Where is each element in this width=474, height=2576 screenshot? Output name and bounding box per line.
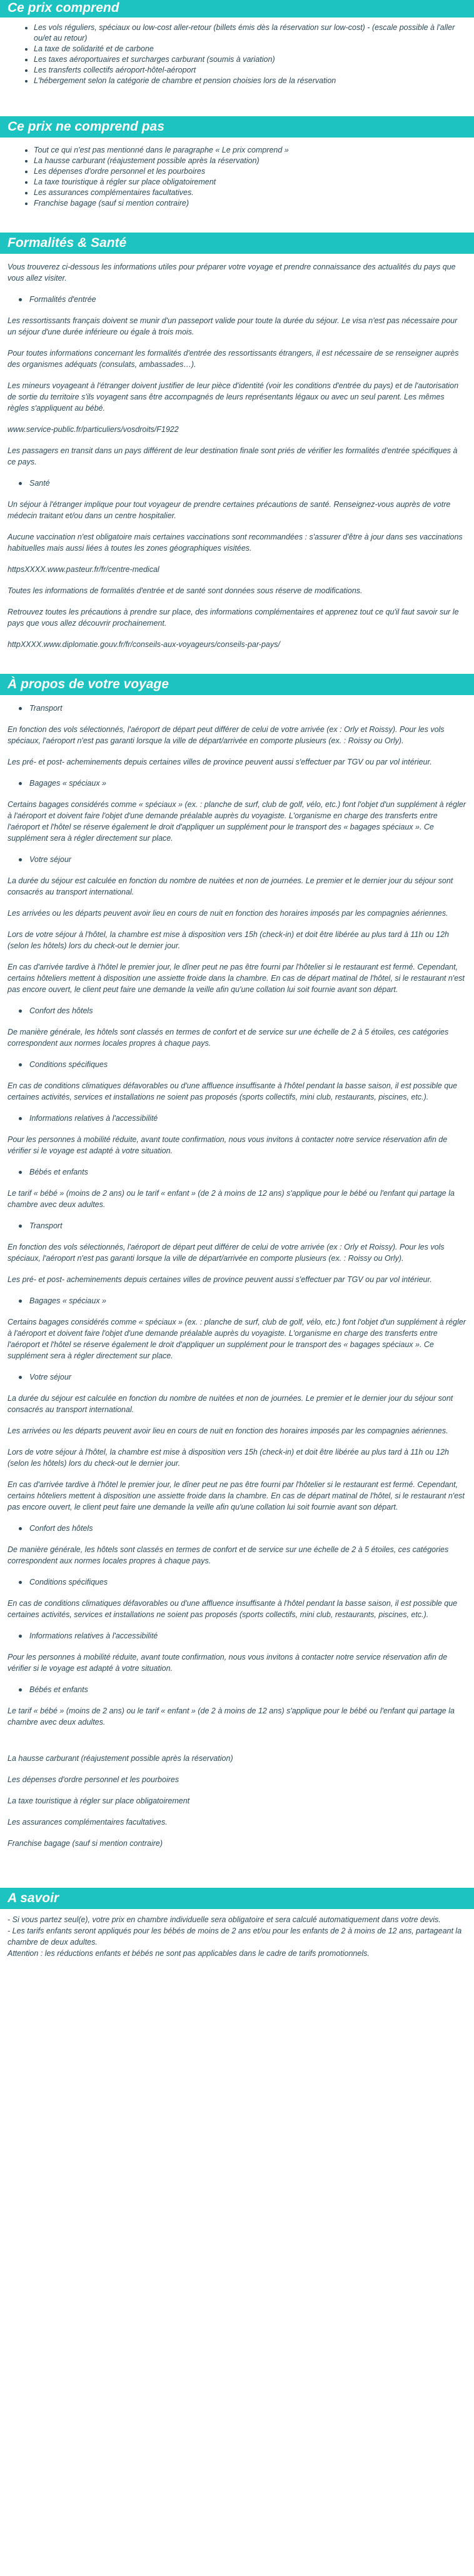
subheading xyxy=(8,1005,466,1016)
subheading-label: Transport xyxy=(29,704,63,713)
paragraph: Lors de votre séjour à l'hôtel, la chambre est mise à disposition vers 15h (check-in) et doit être libérée au plus tard à 11h ou 12h (selon les hôtels) lors du check-out le dernier jour. xyxy=(8,1448,450,1468)
subheading xyxy=(8,1523,466,1534)
list-item: • Franchise bagage (sauf si mention contraire) xyxy=(34,198,466,209)
bullet-icon xyxy=(19,1300,22,1303)
info-line: Attention : les réductions enfants et bébés ne sont pas applicables dans le cadre de tarifs promotionnels. xyxy=(8,1949,370,1958)
paragraph: Le tarif « bébé » (moins de 2 ans) ou le tarif « enfant » (de 2 à moins de 12 ans) s'applique pour le bébé ou l'enfant qui partage la chambre avec deux adultes. xyxy=(8,1189,455,1209)
paragraph: Les mineurs voyageant à l'étranger doivent justifier de leur pièce d'identité (voir les conditions d'entrée du pays) et de l'autorisation de sortie du territoire s'ils voyagent sans être accompagnés de leurs représentants légaux ou avec un seul parent. Les mêmes règles s'appliquent au bébé. xyxy=(8,381,459,413)
paragraph: En cas d'arrivée tardive à l'hôtel le premier jour, le dîner peut ne pas être fourni par l'hôtelier si le restaurant est fermé. Cependant, certains hôteliers mettent à disposition une assiette froide dans la chambre. En cas de départ matinal de l'hôtel, si le restaurant n'est pas encore ouvert, le client peut faire une demande la veille afin qu'une collation lui soit fournie avant son départ. xyxy=(8,963,465,994)
list-item: • L'hébergement selon la catégorie de chambre et pension choisies lors de la réservation xyxy=(34,76,466,86)
paragraph: Pour toutes informations concernant les formalités d'entrée des ressortissants étrangers, il est nécessaire de se renseigner auprès des organismes adéquats (consulats, ambassades…). xyxy=(8,349,459,369)
paragraph: En cas d'arrivée tardive à l'hôtel le premier jour, le dîner peut ne pas être fourni par l'hôtelier si le restaurant est fermé. Cependant, certains hôteliers mettent à disposition une assiette froide dans la chambre. En cas de départ matinal de l'hôtel, si le restaurant n'est pas encore ouvert, le client peut faire une demande la veille afin qu'une collation lui soit fournie avant son départ. xyxy=(8,1480,465,1511)
subheading xyxy=(8,1684,466,1695)
section-prix-ne-comprend-pas xyxy=(0,116,474,213)
paragraph: httpXXXX.www.diplomatie.gouv.fr/fr/conseils-aux-voyageurs/conseils-par-pays/ xyxy=(8,640,280,649)
list-item: • La taxe touristique à régler sur place obligatoirement xyxy=(34,177,466,188)
subheading xyxy=(8,854,466,865)
section-title: Formalités & Santé xyxy=(0,233,474,254)
paragraph: Les assurances complémentaires facultatives. xyxy=(8,1818,168,1827)
paragraph: Les arrivées ou les départs peuvent avoir lieu en cours de nuit en fonction des horaires imposés par les compagnies aériennes. xyxy=(8,909,448,918)
section-title: A savoir xyxy=(0,1888,474,1909)
list-item: • Tout ce qui n'est pas mentionné dans le paragraphe « Le prix comprend » xyxy=(34,145,466,156)
bullet-icon xyxy=(19,1688,22,1691)
bullet-icon xyxy=(19,1376,22,1379)
paragraph: En cas de conditions climatiques défavorables ou d'une affluence insuffisante à l'hôtel pendant la basse saison, il est possible que certaines activités, services et installations ne soient pas proposés (sports collectifs, mini club, restaurants, piscines, etc.). xyxy=(8,1081,458,1101)
paragraph: Pour les personnes à mobilité réduite, avant toute confirmation, nous vous invitons à contacter notre service réservation afin de vérifier si le voyage est adapté à votre situation. xyxy=(8,1135,448,1155)
included-list xyxy=(8,23,466,86)
subheading-label: Conditions spécifiques xyxy=(29,1578,108,1586)
paragraph: La durée du séjour est calculée en fonction du nombre de nuitées et non de journées. Le premier et le dernier jour du séjour sont consacrés au transport international. xyxy=(8,876,453,896)
paragraph: Les ressortissants français doivent se munir d'un passeport valide pour toute la durée du séjour. Le visa n'est pas nécessaire pour un séjour d'une durée inférieure ou égale à trois mois. xyxy=(8,316,458,336)
paragraph: Vous trouverez ci-dessous les informations utiles pour préparer votre voyage et prendre connaissance des actualités du pays que vous allez visiter. xyxy=(8,263,456,283)
paragraph: Les dépenses d'ordre personnel et les pourboires xyxy=(8,1775,179,1784)
info-line: - Les tarifs enfants seront appliqués pour les bébés de moins de 2 ans et/ou pour les enfants de 2 à moins de 12 ans, partageant la chambre de deux adultes. xyxy=(8,1927,462,1947)
paragraph: Retrouvez toutes les précautions à prendre sur place, des informations complémentaires et apprenez tout ce qu'il faut savoir sur le pays que vous allez découvrir prochainement. xyxy=(8,608,459,628)
excluded-list xyxy=(8,145,466,209)
paragraph: Un séjour à l'étranger implique pour tout voyageur de prendre certaines précautions de santé. Renseignez-vous auprès de votre médecin traitant et/ou dans un centre hospitalier. xyxy=(8,500,451,520)
paragraph: Lors de votre séjour à l'hôtel, la chambre est mise à disposition vers 15h (check-in) et doit être libérée au plus tard à 11h ou 12h (selon les hôtels) lors du check-out le dernier jour. xyxy=(8,930,450,950)
paragraph: httpsXXXX.www.pasteur.fr/fr/centre-medical xyxy=(8,565,159,574)
paragraph: Les arrivées ou les départs peuvent avoir lieu en cours de nuit en fonction des horaires imposés par les compagnies aériennes. xyxy=(8,1426,448,1435)
paragraph: De manière générale, les hôtels sont classés en termes de confort et de service sur une échelle de 2 à 5 étoiles, ces catégories correspondent aux normes locales propres à chaque pays. xyxy=(8,1545,449,1565)
section-title: À propos de votre voyage xyxy=(0,674,474,695)
paragraph: Le tarif « bébé » (moins de 2 ans) ou le tarif « enfant » (de 2 à moins de 12 ans) s'applique pour le bébé ou l'enfant qui partage la chambre avec deux adultes. xyxy=(8,1706,455,1727)
bullet-icon xyxy=(19,1171,22,1174)
subheading-label: Formalités d'entrée xyxy=(29,295,96,304)
section-prix-comprend xyxy=(0,0,474,91)
bullet-icon xyxy=(19,858,22,861)
subheading xyxy=(8,1630,466,1641)
bullet-icon xyxy=(19,482,22,485)
paragraph: Les pré- et post- acheminements depuis certaines villes de province peuvent aussi s'effectuer par TGV ou par vol intérieur. xyxy=(8,758,432,766)
subheading-label: Confort des hôtels xyxy=(29,1524,93,1533)
subheading xyxy=(8,1295,466,1306)
list-item: • Les taxes aéroportuaires et surcharges carburant (soumis à variation) xyxy=(34,54,466,65)
paragraph: En cas de conditions climatiques défavorables ou d'une affluence insuffisante à l'hôtel pendant la basse saison, il est possible que certaines activités, services et installations ne soient pas proposés (sports collectifs, mini club, restaurants, piscines, etc.). xyxy=(8,1599,458,1619)
paragraph: Les pré- et post- acheminements depuis certaines villes de province peuvent aussi s'effectuer par TGV ou par vol intérieur. xyxy=(8,1275,432,1284)
subheading xyxy=(8,1576,466,1588)
bullet-icon xyxy=(19,298,22,301)
subheading xyxy=(8,1059,466,1070)
paragraph: Certains bagages considérés comme « spéciaux » (ex. : planche de surf, club de golf, vélo, etc.) font l'objet d'un supplément à régler à l'aéroport et doivent faire l'objet d'une demande préalable auprès du voyagiste. L'organisme en charge des transferts entre l'aéroport et l'hôtel se réserve également le droit d'appliquer un supplément pour le transport des « bagages spéciaux ». Ce supplément sera à régler directement sur place. xyxy=(8,1318,466,1360)
list-item: • Les dépenses d'ordre personnel et les pourboires xyxy=(34,166,466,177)
paragraph: Certains bagages considérés comme « spéciaux » (ex. : planche de surf, club de golf, vélo, etc.) font l'objet d'un supplément à régler à l'aéroport et doivent faire l'objet d'une demande préalable auprès du voyagiste. L'organisme en charge des transferts entre l'aéroport et l'hôtel se réserve également le droit d'appliquer un supplément pour le transport des « bagages spéciaux ». Ce supplément sera à régler directement sur place. xyxy=(8,800,466,843)
paragraph: Les passagers en transit dans un pays différent de leur destination finale sont priés de vérifier les formalités d'entrée spécifiques à ce pays. xyxy=(8,446,458,466)
subheading-label: Bébés et enfants xyxy=(29,1685,88,1694)
formalites-content xyxy=(0,254,474,664)
paragraph: En fonction des vols sélectionnés, l'aéroport de départ peut différer de celui de votre arrivée (ex : Orly et Roissy). Pour les vols spéciaux, l'aéroport n'est pas garanti lorsque la ville de départ/arrivée en comporte plusieurs (ex. : Roissy ou Orly). xyxy=(8,1243,445,1263)
subheading xyxy=(8,1166,466,1178)
info-line: - Si vous partez seul(e), votre prix en chambre individuelle sera obligatoire et sera calculé automatiquement dans votre devis. xyxy=(8,1915,441,1924)
subheading xyxy=(8,1220,466,1231)
subheading-label: Votre séjour xyxy=(29,1373,71,1381)
paragraph: La taxe touristique à régler sur place obligatoirement xyxy=(8,1797,190,1805)
bullet-icon xyxy=(19,782,22,785)
subheading-label: Confort des hôtels xyxy=(29,1006,93,1015)
paragraph: Franchise bagage (sauf si mention contraire) xyxy=(8,1839,163,1848)
subheading-label: Bagages « spéciaux » xyxy=(29,779,107,788)
section-formalites-sante xyxy=(0,233,474,664)
paragraph: La hausse carburant (réajustement possible après la réservation) xyxy=(8,1754,233,1763)
asavoir-content xyxy=(0,1909,474,1963)
paragraph: Toutes les informations de formalités d'entrée et de santé sont données sous réserve de modifications. xyxy=(8,586,363,595)
bullet-icon xyxy=(19,1225,22,1228)
bullet-icon xyxy=(19,1527,22,1530)
subheading xyxy=(8,778,466,789)
subheading xyxy=(8,703,466,714)
subheading-label: Transport xyxy=(29,1221,63,1230)
subheading-label: Santé xyxy=(29,479,50,488)
subheading-label: Bagages « spéciaux » xyxy=(29,1296,107,1305)
subheading xyxy=(8,1113,466,1124)
paragraph: En fonction des vols sélectionnés, l'aéroport de départ peut différer de celui de votre arrivée (ex : Orly et Roissy). Pour les vols spéciaux, l'aéroport n'est pas garanti lorsque la ville de départ/arrivée en comporte plusieurs (ex. : Roissy ou Orly). xyxy=(8,725,445,745)
bullet-icon xyxy=(19,1063,22,1066)
section-title: Ce prix ne comprend pas xyxy=(0,116,474,138)
section-title: Ce prix comprend xyxy=(0,0,474,18)
list-item: • La hausse carburant (réajustement possible après la réservation) xyxy=(34,156,466,166)
paragraph: Pour les personnes à mobilité réduite, avant toute confirmation, nous vous invitons à contacter notre service réservation afin de vérifier si le voyage est adapté à votre situation. xyxy=(8,1653,448,1673)
apropos-content xyxy=(0,695,474,1863)
subheading xyxy=(8,294,466,305)
paragraph: La durée du séjour est calculée en fonction du nombre de nuitées et non de journées. Le premier et le dernier jour du séjour sont consacrés au transport international. xyxy=(8,1394,453,1414)
section-a-propos xyxy=(0,674,474,1863)
bullet-icon xyxy=(19,1010,22,1013)
list-item: • Les transferts collectifs aéroport-hôtel-aéroport xyxy=(34,65,466,76)
paragraph: De manière générale, les hôtels sont classés en termes de confort et de service sur une échelle de 2 à 5 étoiles, ces catégories correspondent aux normes locales propres à chaque pays. xyxy=(8,1028,449,1048)
subheading xyxy=(8,478,466,489)
bullet-icon xyxy=(19,1635,22,1638)
subheading-label: Informations relatives à l'accessibilité xyxy=(29,1631,158,1640)
list-item: • Les vols réguliers, spéciaux ou low-cost aller-retour (billets émis dès la réservation sur low-cost) - (escale possible à l'aller ou/et au retour) xyxy=(34,23,466,44)
bullet-icon xyxy=(19,707,22,710)
subheading-label: Conditions spécifiques xyxy=(29,1060,108,1069)
bullet-icon xyxy=(19,1581,22,1584)
bullet-icon xyxy=(19,1117,22,1120)
section-a-savoir xyxy=(0,1888,474,1963)
list-item: • Les assurances complémentaires facultatives. xyxy=(34,188,466,198)
subheading xyxy=(8,1371,466,1383)
subheading-label: Informations relatives à l'accessibilité xyxy=(29,1114,158,1123)
subheading-label: Votre séjour xyxy=(29,855,71,864)
paragraph: www.service-public.fr/particuliers/vosdroits/F1922 xyxy=(8,425,179,434)
paragraph: Aucune vaccination n'est obligatoire mais certaines vaccinations sont recommandées : s'assurer d'être à jour dans ses vaccinations habituelles mais aussi liées à toutes les zones géographiques visitées. xyxy=(8,533,463,553)
spacer xyxy=(8,1738,466,1753)
list-item: • La taxe de solidarité et de carbone xyxy=(34,44,466,54)
subheading-label: Bébés et enfants xyxy=(29,1168,88,1176)
